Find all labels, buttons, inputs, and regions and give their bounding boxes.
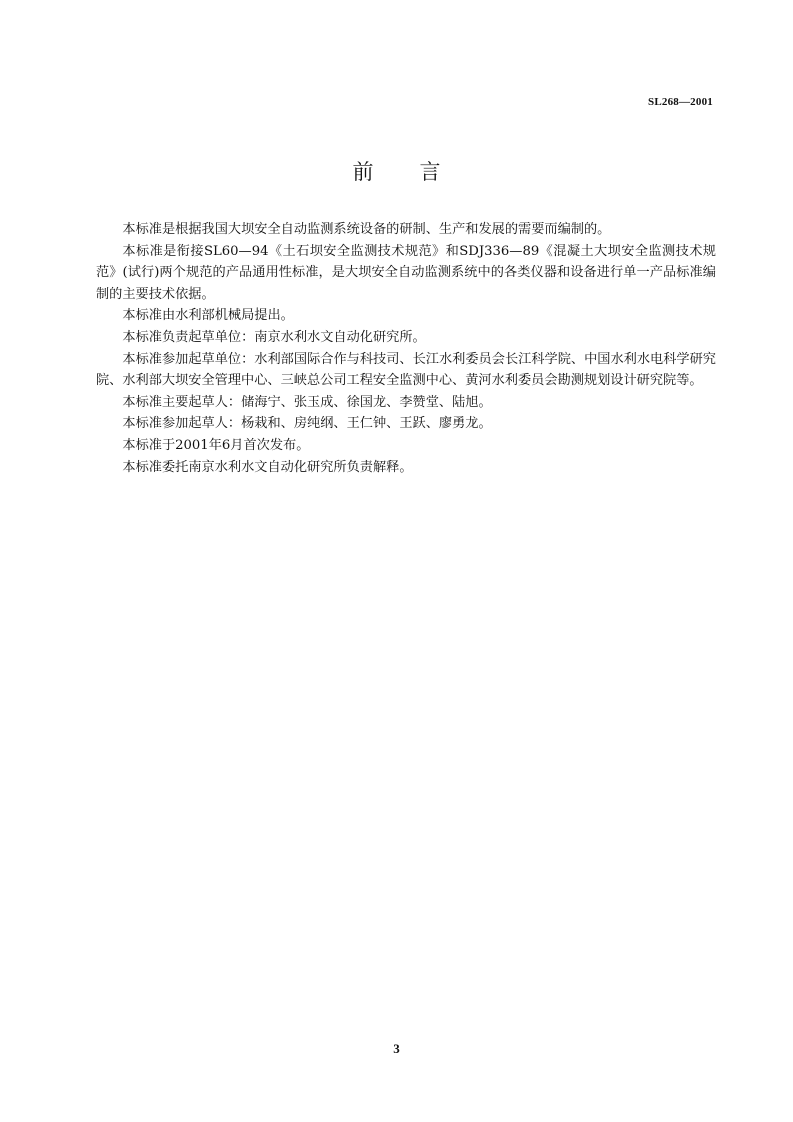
preface-body xyxy=(96,219,716,478)
paragraph: 本标准负责起草单位：南京水利水文自动化研究所。 xyxy=(122,329,426,345)
paragraph: 本标准主要起草人：储海宁、张玉成、徐国龙、李赞堂、陆旭。 xyxy=(122,394,492,410)
paragraph: 本标准参加起草单位：水利部国际合作与科技司、长江水利委员会长江科学院、中国水利水电科学研究院、水利部大坝安全管理中心、三峡总公司工程安全监测中心、黄河水利委员会勘测规划设计研究院等。 xyxy=(96,351,716,389)
paragraph: 本标准委托南京水利水文自动化研究所负责解释。 xyxy=(122,459,413,475)
standard-code: SL268—2001 xyxy=(648,96,713,108)
paragraph: 本标准由水利部机械局提出。 xyxy=(122,308,294,324)
paragraph: 本标准于2001年6月首次发布。 xyxy=(122,437,310,453)
title-char-2: 言 xyxy=(419,160,441,184)
paragraph: 本标准是衔接SL60—94《土石坝安全监测技术规范》和SDJ336—89《混凝土大坝安全监测技术规范》(试行)两个规范的产品通用性标准，是大坝安全自动监测系统中的各类仪器和设备进行单一产品标准编制的主要技术依据。 xyxy=(96,243,716,302)
page-number: 3 xyxy=(393,1041,400,1056)
paragraph: 本标准是根据我国大坝安全自动监测系统设备的研制、生产和发展的需要而编制的。 xyxy=(122,222,611,237)
paragraph: 本标准参加起草人：杨栽和、房纯纲、王仁钟、王跃、廖勇龙。 xyxy=(122,416,492,432)
page-title xyxy=(0,156,793,186)
title-char-1: 前 xyxy=(352,160,374,184)
